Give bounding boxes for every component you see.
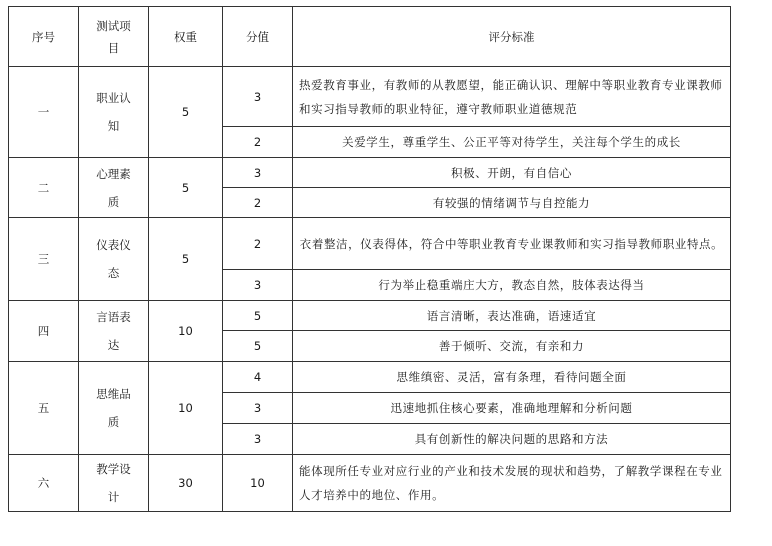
cell-criterion: 积极、开朗，有自信心 [293, 158, 731, 188]
cell-criterion: 思维缜密、灵活，富有条理，看待问题全面 [293, 362, 731, 393]
cell-seq: 四 [9, 301, 79, 362]
cell-score: 2 [223, 127, 293, 158]
cell-criterion: 善于倾听、交流，有亲和力 [293, 331, 731, 362]
scoring-table-container [8, 6, 730, 530]
cell-criterion: 具有创新性的解决问题的思路和方法 [293, 424, 731, 455]
cell-criterion: 热爱教育事业，有教师的从教愿望，能正确认识、理解中等职业教育专业课教师和实习指导教师的职业特征，遵守教师职业道德规范 [293, 67, 731, 127]
header-item: 测试项目 [79, 7, 149, 67]
table-row [9, 362, 731, 393]
cell-test-item: 职业认知 [79, 67, 149, 158]
cell-test-item: 心理素质 [79, 158, 149, 218]
header-score: 分值 [223, 7, 293, 67]
cell-score: 5 [223, 331, 293, 362]
table-body [9, 67, 731, 512]
cell-weight: 10 [149, 301, 223, 362]
cell-score: 10 [223, 455, 293, 512]
cell-test-item: 仪表仪态 [79, 218, 149, 301]
cell-weight: 5 [149, 158, 223, 218]
cell-test-item: 教学设计 [79, 455, 149, 512]
cell-score: 4 [223, 362, 293, 393]
cell-score: 3 [223, 270, 293, 301]
cell-seq: 一 [9, 67, 79, 158]
cell-weight: 30 [149, 455, 223, 512]
cell-score: 5 [223, 301, 293, 331]
cell-criterion: 有较强的情绪调节与自控能力 [293, 188, 731, 218]
header-criteria: 评分标准 [293, 7, 731, 67]
cell-test-item: 言语表达 [79, 301, 149, 362]
cell-criterion: 关爱学生，尊重学生、公正平等对待学生，关注每个学生的成长 [293, 127, 731, 158]
cell-weight: 10 [149, 362, 223, 455]
cell-seq: 六 [9, 455, 79, 512]
cell-weight: 5 [149, 218, 223, 301]
cell-seq: 二 [9, 158, 79, 218]
cell-test-item: 思维品质 [79, 362, 149, 455]
cell-criterion: 迅速地抓住核心要素，准确地理解和分析问题 [293, 393, 731, 424]
header-row [9, 7, 731, 67]
cell-criterion: 能体现所任专业对应行业的产业和技术发展的现状和趋势，了解教学课程在专业人才培养中的地位、作用。 [293, 455, 731, 512]
cell-score: 3 [223, 67, 293, 127]
cell-score: 3 [223, 158, 293, 188]
cell-seq: 三 [9, 218, 79, 301]
cell-score: 2 [223, 218, 293, 270]
scoring-table [8, 6, 731, 512]
table-row [9, 301, 731, 331]
table-row [9, 455, 731, 512]
cell-criterion: 语言清晰，表达准确，语速适宜 [293, 301, 731, 331]
cell-score: 2 [223, 188, 293, 218]
table-row [9, 67, 731, 127]
cell-score: 3 [223, 424, 293, 455]
header-weight: 权重 [149, 7, 223, 67]
cell-seq: 五 [9, 362, 79, 455]
cell-weight: 5 [149, 67, 223, 158]
cell-score: 3 [223, 393, 293, 424]
table-row [9, 158, 731, 188]
header-seq: 序号 [9, 7, 79, 67]
cell-criterion: 衣着整洁，仪表得体，符合中等职业教育专业课教师和实习指导教师职业特点。 [293, 218, 731, 270]
cell-criterion: 行为举止稳重端庄大方，教态自然，肢体表达得当 [293, 270, 731, 301]
table-row [9, 218, 731, 270]
